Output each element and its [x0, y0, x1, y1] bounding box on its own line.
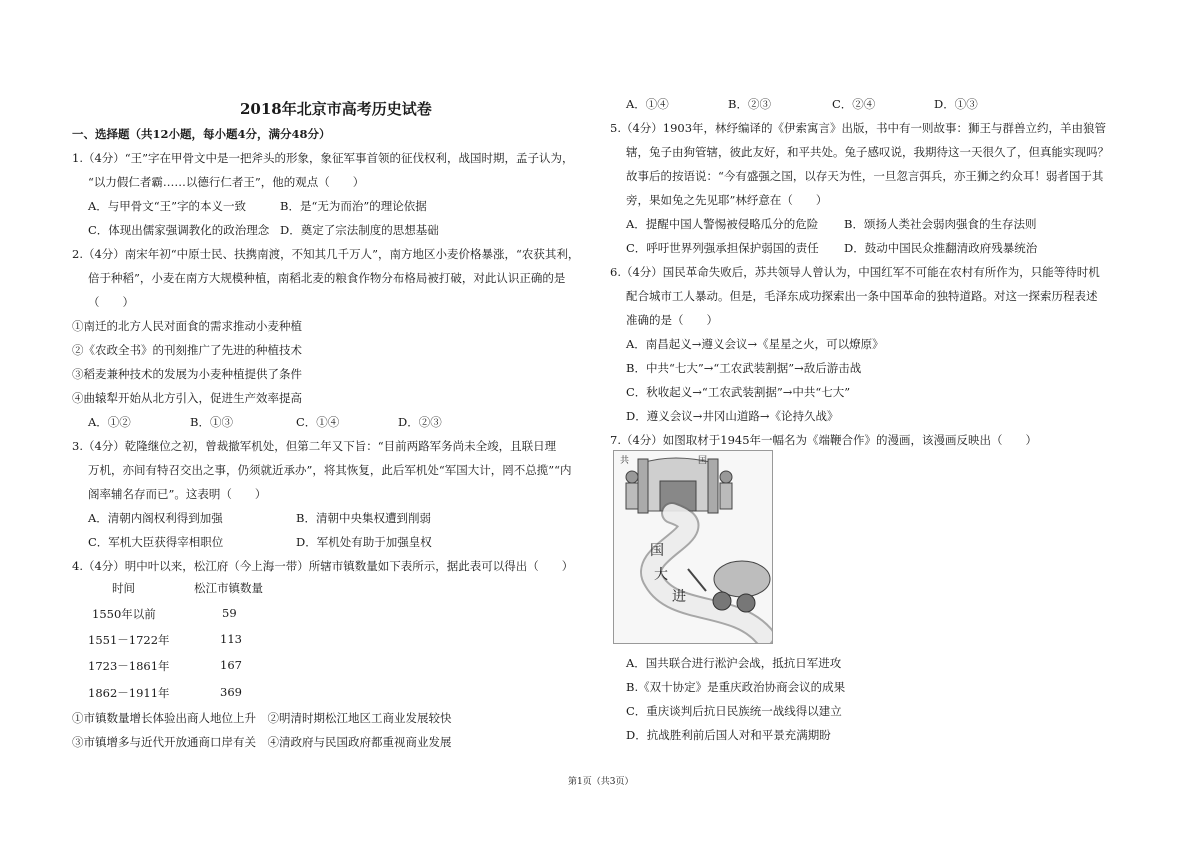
q2-item-3: ③稻麦兼种技术的发展为小麦种植提供了条件 [72, 367, 302, 381]
q3-line-1: 3.（4分）乾隆继位之初，曾裁撤军机处，但第二年又下旨：“目前两路军务尚未全竣，且联日理 [72, 439, 557, 453]
cartoon-image [613, 450, 773, 644]
cartoon-road-char-3: 进 [672, 589, 686, 605]
q5-line-3: 故事后的按语说：“今有盛强之国，以存天为性，一旦忽言弭兵，亦王狮之约众耳！弱者国于其 [626, 169, 1104, 183]
q5-option-b: B．颂扬人类社会弱肉强食的生存法则 [844, 217, 1037, 231]
page-footer: 第1页（共3页） [568, 777, 634, 787]
q7-line-1: 7.（4分）如图取材于1945年一幅名为《端鞭合作》的漫画，该漫画反映出（ ） [610, 433, 1038, 447]
section-heading: 一、选择题（共12小题，每小题4分，满分48分） [72, 127, 331, 141]
cartoon-road-char-2: 大 [654, 567, 668, 583]
q7-option-c: C．重庆谈判后抗日民族统一战线得以建立 [626, 704, 842, 718]
q1-option-c: C．体现出儒家强调教化的政治理念 [88, 223, 270, 237]
q1-option-a: A．与甲骨文“王”字的本义一致 [88, 199, 247, 213]
q6-option-a: A．南昌起义→遵义会议→《星星之火，可以燎原》 [626, 337, 884, 351]
q6-option-b: B．中共“七大”→“工农武装割据”→敌后游击战 [626, 361, 862, 375]
q3-line-3: 阁率辅名存而已”。这表明（ ） [88, 487, 267, 501]
table-row-4-time: 1862－1911年 [88, 686, 170, 700]
q5-line-1: 5.（4分）1903年，林纾编译的《伊索寓言》出版，书中有一则故事：狮王与群兽立约，羊由狼管 [610, 121, 1107, 135]
q6-line-2: 配合城市工人暴动。但是，毛泽东成功探索出一条中国革命的独特道路。对这一探索历程表述 [626, 289, 1098, 303]
q6-line-1: 6.（4分）国民革命失败后，苏共领导人曾认为，中国红军不可能在农村有所作为，只能等待时机 [610, 265, 1100, 279]
q2-line-1: 2.（4分）南宋年初“中原士民、扶携南渡，不知其几千万人”，南方地区小麦价格暴涨，“农获其利， [72, 247, 580, 261]
cartoon-label-gate-right: 国 [698, 456, 708, 466]
q5-option-d: D．鼓动中国民众推翻清政府残暴统治 [844, 241, 1038, 255]
q6-line-3: 准确的是（ ） [626, 313, 718, 327]
q3-option-d: D．军机处有助于加强皇权 [296, 535, 432, 549]
table-row-1-count: 59 [222, 606, 237, 620]
table-row-3-count: 167 [220, 658, 242, 672]
q5-option-a: A．提醒中国人警惕被侵略瓜分的危险 [626, 217, 819, 231]
q4-option-b: B．②③ [728, 97, 771, 111]
q4-item-line-2: ③市镇增多与近代开放通商口岸有关 ④清政府与民国政府都重视商业发展 [72, 735, 452, 749]
q1-option-b: B．是“无为而治”的理论依据 [280, 199, 427, 213]
q2-option-d: D．②③ [398, 415, 442, 429]
q7-option-a: A．国共联合进行淞沪会战，抵抗日军进攻 [626, 656, 842, 670]
table-header-count: 松江市镇数量 [194, 581, 263, 595]
q3-option-a: A．清朝内阁权利得到加强 [88, 511, 223, 525]
cartoon-drawing [614, 451, 772, 643]
q2-item-2: ②《农政全书》的刊刻推广了先进的种植技术 [72, 343, 302, 357]
q5-line-4: 旁，果如兔之先见耶”林纾意在（ ） [626, 193, 828, 207]
q2-option-c: C．①④ [296, 415, 340, 429]
q2-option-a: A．①② [88, 415, 131, 429]
table-header-time: 时间 [112, 581, 135, 595]
q4-option-c: C．②④ [832, 97, 876, 111]
q2-option-b: B．①③ [190, 415, 233, 429]
table-row-4-count: 369 [220, 685, 242, 699]
cartoon-label-gate-left: 共 [620, 456, 630, 466]
q1-line-1: 1.（4分）“王”字在甲骨文中是一把斧头的形象，象征军事首领的征伐权利，战国时期，孟子认为， [72, 151, 574, 165]
q2-item-4: ④曲辕犁开始从北方引入，促进生产效率提高 [72, 391, 302, 405]
q2-line-3: （ ） [88, 295, 134, 309]
table-row-1-time: 1550年以前 [92, 607, 156, 621]
q6-option-d: D．遵义会议→井冈山道路→《论持久战》 [626, 409, 839, 423]
q2-line-2: 倍于种稻”，小麦在南方大规模种植，南稻北麦的粮食作物分布格局被打破，对此认识正确的是 [88, 271, 566, 285]
q3-option-c: C．军机大臣获得宰相职位 [88, 535, 224, 549]
q4-line-1: 4.（4分）明中叶以来，松江府（今上海一带）所辖市镇数量如下表所示，据此表可以得出（ ） [72, 559, 574, 573]
q1-option-d: D．奠定了宗法制度的思想基础 [280, 223, 439, 237]
cartoon-road-char-1: 国 [650, 543, 664, 559]
q4-option-d: D．①③ [934, 97, 978, 111]
q3-option-b: B．清朝中央集权遭到削弱 [296, 511, 431, 525]
q4-item-line-1: ①市镇数量增长体验出商人地位上升 ②明清时期松江地区工商业发展较快 [72, 711, 452, 725]
table-row-3-time: 1723－1861年 [88, 659, 170, 673]
page-title: 2018年北京市高考历史试卷 [240, 100, 432, 118]
q2-item-1: ①南迁的北方人民对面食的需求推动小麦种植 [72, 319, 302, 333]
q3-line-2: 万机，亦间有特召交出之事，仍须就近承办”，将其恢复，此后军机处“军国大计，罔不总揽”“内 [88, 463, 572, 477]
q7-option-b: B.《双十协定》是重庆政治协商会议的成果 [626, 680, 846, 694]
table-row-2-time: 1551－1722年 [88, 633, 170, 647]
q5-line-2: 辖，兔子由狗管辖，彼此友好，和平共处。兔子感叹说，我期待这一天很久了，但真能实现吗？ [626, 145, 1109, 159]
q5-option-c: C．呼吁世界列强承担保护弱国的责任 [626, 241, 819, 255]
q7-option-d: D．抗战胜利前后国人对和平景充满期盼 [626, 728, 831, 742]
q6-option-c: C．秋收起义→“工农武装割据”→中共“七大” [626, 385, 851, 399]
q4-option-a: A．①④ [626, 97, 669, 111]
q1-line-2: “以力假仁者霸……以德行仁者王”，他的观点（ ） [88, 175, 365, 189]
table-row-2-count: 113 [220, 632, 242, 646]
